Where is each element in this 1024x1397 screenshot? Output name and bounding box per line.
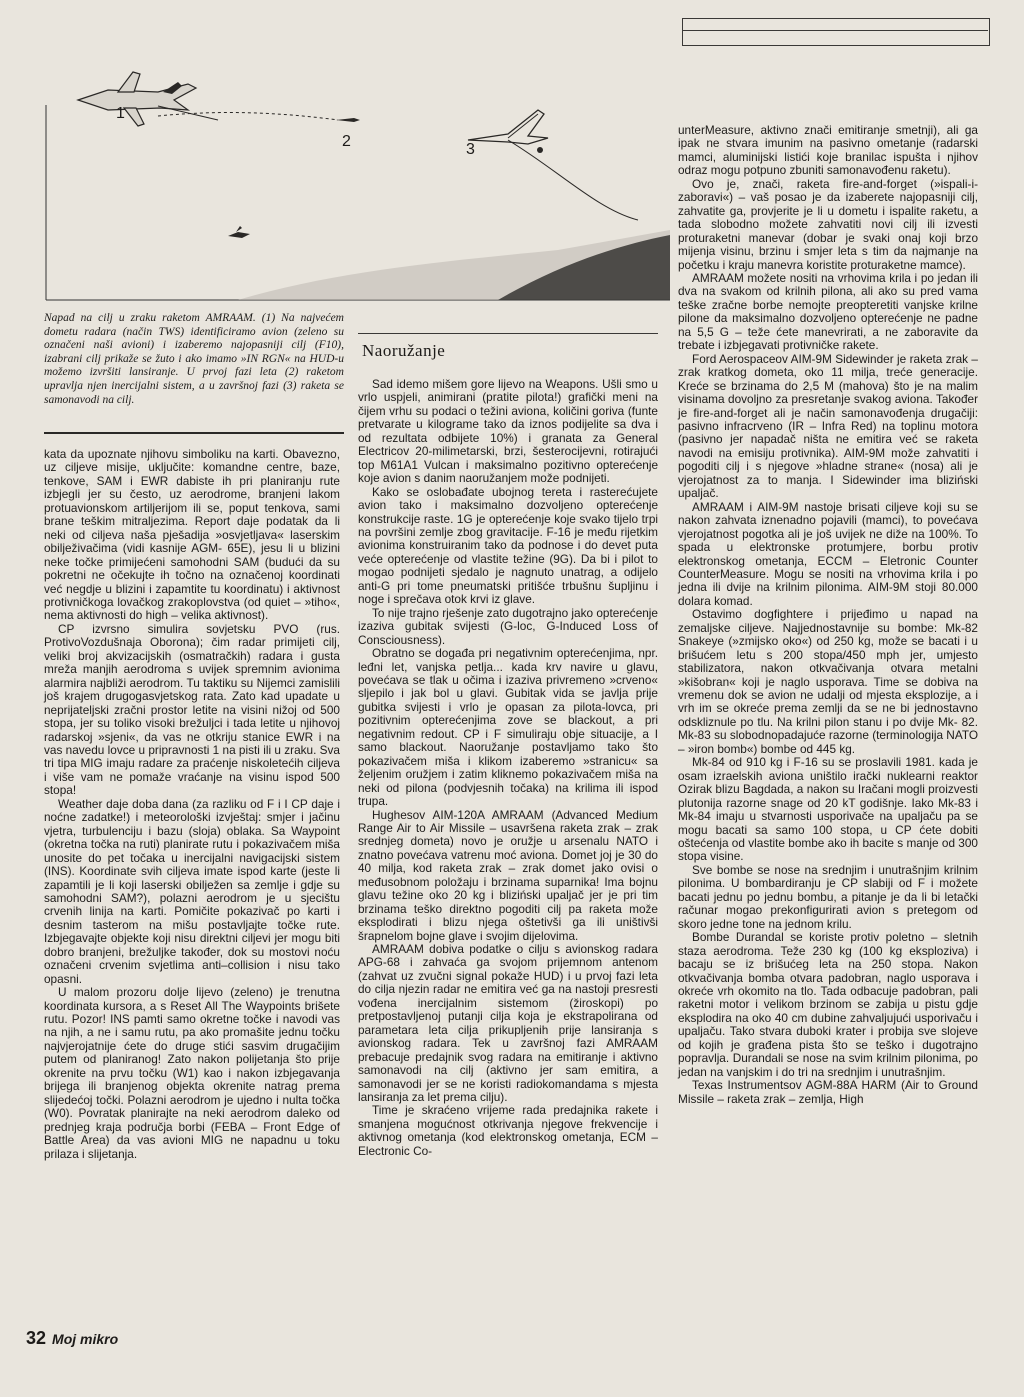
column-1 [44, 448, 340, 1161]
header-rule [682, 30, 988, 31]
phase-label-3: 3 [466, 141, 475, 158]
attack-diagram [38, 50, 670, 312]
paragraph: Sad idemo mišem gore lijevo na Weapons. Ušli smo u vrlo uspjeli, animirani (pratite pilota!) grafički meni na čijem vrhu su podaci o težini aviona, količini goriva (funte pretvarate u kilograme tako da iznos podijelite sa dva i od rezultata odbijete 10%) i granata za General Electricov 20-milimetarski, brzi, šesterocijevni, rotirajući top M61A1 Vulcan i maksimalno pozitivno opterećenje koje avion s danim naoružanjem može podnijeti. [358, 377, 658, 486]
caption-rule [44, 432, 344, 434]
section-heading: Naoružanje [362, 341, 446, 360]
column-3 [678, 124, 978, 1106]
paragraph: Weather daje doba dana (za razliku od F i I CP daje i noćne zadatke!) i meteorološki izvještaj: smjer i jačinu vjetra, turbulenciju i bazu (sloja) oblaka. Sa Waypoint (okretna točka na ruti) planirate rutu i pokazivačem miša unosite do pet točaka u inercijalni navigacijski sistem (INS). Koordinate svih ciljeva imate ispod karte (jeste li zapamtili je li koji laserski obilježen sa zemlje i gdje su samohodni SAM?), polazni aerodrom je u sjecištu crvenih linija na karti. Pomičite pokazivač po karti i desnim tasterom na mišu postavljajte točke rute. Izbjegavajte objekte koji nisu direktni ciljevi jer mogu biti dobro branjeni, brežuljke također, dok su mostovi noću označeni crvenim svjetlima anti–collision i nisu tako opasni. [44, 796, 340, 986]
section-rule [358, 333, 658, 334]
paragraph: AMRAAM možete nositi na vrhovima krila i po jedan ili dva na svakom od krilnih pilona, ali ako su pred vama teške zračne borbe nemojte preopteretiti vanjske krilne pilone da maksimalno dozvoljeno opterećenje ne padne na 5,5 G – teže ćete manevrirati, a ne zaboravite da trebate i izbjegavati protivničke rakete. [678, 270, 978, 353]
paragraph: kata da upoznate njihovu simboliku na karti. Obavezno, uz ciljeve misije, uključite: komandne centre, baze, tenkove, SAM i EWR dabiste ih pri planiranju rute izbjegli jer su često, uz aerodrome, branjeni lakom protuavionskom artiljerijom ili se, poput tenkova, sami brane teškim mitraljezima. Report daje podatak da li neki od ciljeva naša pješadija »osvjetljava« laserskim obilježivačima (vidi kasnije AGM- 65E), jesu li u blizini neke točke primijećeni samohodni SAM (budući da su pokretni ne očekujte ih točno na označenoj koordinati već negdje u blizini i zapamtite tu koordinatu) i aktivnost protivničkoga lovačkog zrakoplovstva (od quiet – »tiho«, nema aktivnosti do high – velika aktivnost). [44, 447, 340, 623]
paragraph: Obratno se događa pri negativnim opterećenjima, npr. leđni let, vanjska petlja... kada krv navire u glavu, povećava se tlak u očima i izaziva privremeno »crveno« sljepilo i jak bol u glavi. Gubitak vida se javlja prije gubitka svijesti i vrlo je opasan za pilota-lovca, pri pozitivnim opterećenjima zove se blackout, a pri negativnim redout. CP i F simuliraju obje situacije, a I samo blackout. Naoružanje postavljamo tako što pokazivačem miša i klikom izaberemo »stranicu« sa željenim oružjem i zatim kliknemo pokazivačem miša na neki od pilona (podvjesnih točaka) na krilima ili ispod trupa. [358, 646, 658, 809]
paragraph: Time je skraćeno vrijeme rada predajnika rakete i smanjena mogućnost otkrivanja njegove frekvencije i aktivnog ometanja (kod elektronskog ometanja, ECM – Electronic Co- [358, 1103, 658, 1158]
paragraph: Ovo je, znači, raketa fire-and-forget (»ispali-i-zaboravi«) – vaš posao je da izaberete najopasniji cilj, zahvatite ga, provjerite je li u dometu i ispalite raketu, a tada slobodno možete zahvatiti novi cilj ili izvesti proturaketni manevar (dobar je svaki onaj koji brzo mijenja visinu, brzinu i smjer leta s tim da najmanje na početku i kraju manevra koristite proturaketne mamce). [678, 176, 978, 272]
magazine-name: Moj mikro [52, 1331, 119, 1347]
paragraph: U malom prozoru dolje lijevo (zeleno) je trenutna koordinata kursora, a s Reset All The Waypoints brišete rutu. Pozor! INS pamti samo okretne točke i navodi vas na njih, a ne i samu rutu, pa ako promašite jednu točku najvjerojatnije ćete do druge stići sasvim drugačijim putem od planiranog! Zato nakon polijetanja što prije okrenite na prvu točku (W1) kao i nakon izbjegavanja brijega ili branjenog objekta okrenite natrag prema slijedećoj točki. Polazni aerodrom je ujedno i nulta točka (W0). Povratak planirajte na neki aerodrom daleko od prednjeg kraja područja borbi (FEBA – Front Edge of Battle Area) da vas avioni MIG ne napadnu u toku prilaza i slijetanja. [44, 985, 340, 1161]
paragraph: Hughesov AIM-120A AMRAAM (Advanced Medium Range Air to Air Missile – usavršena raketa zrak – zrak srednjeg dometa) novo je oružje u arsenalu NATO i znatno povećava vatrenu moć aviona. Domet joj je 30 do 40 milja, kod raketa zrak – zrak domet jako ovisi o međusobnom položaju i brzinama suparnika! Ima bojnu glavu težine oko 20 kg i bliziński upaljač jer je pri tim brzinama teško direktno pogoditi cilj pa raketa može eksplodirati i blizu njega oštetivši ga ili uništivši šrapnelom bojne glave i svojim dijelovima. [358, 807, 658, 943]
paragraph: unterMeasure, aktivno znači emitiranje smetnji), ali ga ipak ne stvara imunim na pasivno ometanje (radarski mamci, aluminijski listići koje branilac ispušta i njihov odraz mogu potpuno zbuniti samonavođenu raketu). [678, 123, 978, 178]
paragraph: Ford Aerospaceov AIM-9M Sidewinder je raketa zrak – zrak kratkog dometa, oko 11 milja, treće generacije. Kreće se brzinama do 2,5 M (mahova) što je na malim visinama dovoljno za presretanje svakog aviona. Također je fire-and-forget ali je način samonavođenja drugačiji: pasivno infracrveno (IR – Infra Red) na toplinu motora (pasivno jer napadač ništa ne emitira već se raketa navodi na emisiju protivnika). AIM-9M može zahvatiti i pogoditi cilj i s njegove »hladne strane« (nosa) ali je vjerojatnost za to manja. I Sidewinder ima bliziński upaljač. [678, 351, 978, 501]
figure-caption: Napad na cilj u zraku raketom AMRAAM. (1) Na najvećem dometu radara (način TWS) identificiramo avion (zeleno su označeni naši avioni) i izaberemo najopasniji cilj (F10), izabrani cilj prikaže se žuto i ako imamo »IN RGN« na HUD-u možemo izvršiti lansiranje. U prvoj fazi leta (2) raketom upravlja njen inercijalni sistem, a u završnoj fazi (3) raketa se samonavodi na cilj. [44, 312, 344, 406]
paragraph: Sve bombe se nose na srednjim i unutrašnjim krilnim pilonima. U bombardiranju je CP slabiji od F i možete bacati jednu po jednu bombu, a pitanje je da li bi letački računar mogao prekonfigurirati avion s pretegom od skoro jedne tone na jednom krilu. [678, 862, 978, 931]
paragraph: AMRAAM dobiva podatke o cilju s avionskog radara APG-68 i zahvaća ga svojom prijemnom antenom (zahvat uz zvučni signal pokaže HUD) i u prvoj fazi leta do cilja njezin radar ne emitira već ga na nastoji presresti vođena inercijalnim sistemom (žiroskopi) po pretpostavljenoj putanji cilja koja je ekstrapolirana od parametara leta cilja prikupljenih prije lansiranja s avionskog radara. Tek u završnoj fazi AMRAAM prebacuje predajnik svog radara na emitiranje i aktivno samonavodi na cilj (aktivno jer sam emitira, a samonavodi jer se ne koristi radiokomandama s mjesta lansiranja za let prema cilju). [358, 942, 658, 1105]
paragraph: Kako se oslobađate ubojnog tereta i rasterećujete avion tako i maksimalno dozvoljeno opterećenje konstrukcije raste. 1G je opterećenje koje svako tijelo trpi na površini zemlje zbog gravitacije. F-16 je među rijetkim avionima konstruiranim tako da podnose i do devet puta veće opterećenje od vlastite težine (9G). Da bi i pilot to mogao podnijeti sjedalo je nagnuto unatrag, a odijelo anti-G pri tome pneumatski pritišće trbušnu šupljinu i noge i sprečava otok krvi iz glave. [358, 484, 658, 607]
paragraph: To nije trajno rješenje zato dugotrajno jako opterećenje izaziva gubitak svijesti (G-loc, G-Induced Loss of Consciousness). [358, 605, 658, 647]
paragraph: CP izvrsno simulira sovjetsku PVO (rus. ProtivoVozdušnaja Oborona); čim radar primijeti cilj, veliki broj akvizacijskih (osmatračkih) radara i gusta mreža manjih aerodroma s uvijek spremnim avionima alarmira najbliži aerodrom. Tu taktiku su Nijemci zamislili još krajem drugogasvjetskog rata. Zato kad upadate u neprijateljski zračni prostor letite na visini nižoj od 500 stopa, jer su toliko visoki brežuljci i tada letite u njihovoj radarskoj »sjeni«, da vas ne otkriju stanice EWR i na vas navedu lovce u pripravnosti 1 na pisti ili u zraku. Sva tri tipa MIG imaju radare za praćenje niskoletećih ciljeva i više vam ne pomaže vraćanje na visinu ispod 500 stopa! [44, 621, 340, 798]
paragraph: Bombe Durandal se koriste protiv poletno – sletnih staza aerodroma. Teže 230 kg (100 kg eksploziva) i bacaju se iz brišućeg leta na 250 stopa. Nakon otkvačivanja bomba otvara padobran, naglo usporava i okreće vrh okomito na tlo. Tada odbacuje padobran, pali raketni motor i velikom brzinom se zabija u pistu gdje eksplodira na oko 40 cm dubine zahvaljujući usporivaču i upaljaču. Tako stvara duboki krater i probija sve slojeve od kojih je građena pista što se teško i dugotrajno popravlja. Durandali se nose na svim krilnim pilonima, po jedan na vanjskim i do tri na srednjim i unutrašnjim. [678, 930, 978, 1079]
phase-label-2: 2 [342, 133, 351, 150]
header-frame [682, 18, 990, 46]
paragraph: Mk-84 od 910 kg i F-16 su se proslavili 1981. kada je osam izraelskih aviona uništilo irački nuklearni reaktor Ozirak blizu Bagdada, a nakon su Iračani mogli proizvesti plutonija razorne snage od 20 kT godišnje. Iako Mk-83 i Mk-84 imaju u stvarnosti usporivače na upaljaču pa se mogu bacati sa samo 100 stopa, u CP ćete dobiti oštećenja od vlastite bombe ako ih bacite s manje od 300 stopa visine. [678, 755, 978, 864]
page-number: 32 [26, 1328, 47, 1348]
column-2 [358, 378, 658, 1158]
page-footer [26, 1328, 118, 1349]
paragraph: Ostavimo dogfightere i prijeđimo u napad na zemaljske ciljeve. Najjednostavnije su bombe: Mk-82 Snakeye (»zmijsko oko«) od 250 kg, može se bacati i u brišućem letu s 200 stopa/450 mph jer, umjesto stabilizatora, nakon otkvačivanja otvara metalni »kišobran« koji je naglo usporava. Time se dobiva na vremenu dok se avion ne udalji od mjesta eksplozije, a i vrh im se okreće prema zemlji da se ne bi jednostavno odskliznule po tlu. Na krilni pilon stanu i po dvije Mk- 82. Mk-83 su slobodnopadajuće razorne (terminologija NATO – »iron bomb«) bombe od 445 kg. [678, 607, 978, 756]
paragraph: Texas Instrumentsov AGM-88A HARM (Air to Ground Missile – raketa zrak – zemlja, High [678, 1078, 978, 1106]
paragraph: AMRAAM i AIM-9M nastoje brisati ciljeve koji su se nakon zahvata iznenadno pojavili (mamci), to povećava vjerojatnost pogotka ali je još uvijek ne diže na 100%. To spada u elektronske protumjere, borbu protiv elektronskog ometanja, ECCM – Eletronic Counter CounterMeasure. Mogu se nositi na vrhovima krila i po jedna ili dvije na krilnim pilonima. AIM-9M stoji 80.000 dolara komad. [678, 499, 978, 608]
attack-illustration [38, 50, 670, 312]
phase-label-1: 1 [116, 105, 125, 122]
